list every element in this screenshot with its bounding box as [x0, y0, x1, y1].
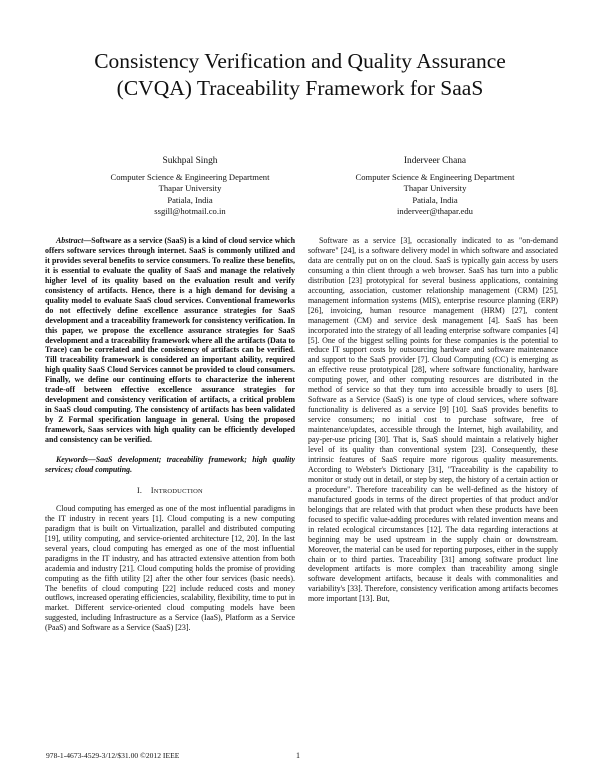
- abstract: [45, 236, 295, 445]
- intro-paragraph: Cloud computing has emerged as one of the most influential paradigms in the IT industry in recent years [1]. Cloud computing is a new computing paradigm that is built on Virtualization, parallel and distributed computing [19], utility computing, and service-oriented architecture [12, 20]. In the last several years, cloud computing has emerged as one of the most influential paradigms in the IT industry, and has attracted extensive attention from both academia and industry [21]. Cloud computing holds the promise of providing computing as the fifth utility [2] after the other four services (basic needs). The benefits of cloud computing [22] include reduced costs and money outflows, increased operating efficiencies, scalability, flexibility, time to put in market. Different service-oriented cloud computing models have been suggested, including Infrastructure as a Service (IaaS), Platform as a Service (PaaS) and Software as a Service (SaaS) [23].: [45, 503, 295, 633]
- section-heading: [45, 486, 295, 497]
- author-email: inderveer@thapar.edu: [397, 206, 473, 217]
- author-dept: Computer Science & Engineering Department: [355, 171, 515, 182]
- title-line-1: Consistency Verification and Quality Assurance: [94, 49, 506, 73]
- keywords: Keywords—SaaS development; traceability framework; high quality services; cloud computing.: [45, 455, 295, 474]
- author-dept: Computer Science & Engineering Department: [110, 171, 270, 182]
- abstract-text: —Software as a service (SaaS) is a kind of cloud service which offers software services through internet. SaaS is commonly utilized and it provides several benefits to service consumers. To realize these benefits, it is essential to evaluate the quality of SaaS and manage the relatively higher level of its quality based on the evaluation result and verify consistency of artifacts. Hence, there is a high demand for devising a quality model to evaluate SaaS cloud services. Conventional frameworks do not effectively define excellence assurance strategies for SaaS development and a traceability framework for consistency verification. In this paper, we propose the excellence assurance strategies for SaaS development and a traceability framework where all the artifacts (Data to Trace) can be correlated and the consistency of artifacts can be verified. Till traceability framework is considered an important ability, required high quality SaaS Cloud Services cannot be provided to cloud consumers. Finally, we define our continuing efforts to characterize the inherent trade-off between effective excellence assurance strategies for development and consistency verification of artifacts, a critical problem in SaaS cloud computing. The consistency of artifacts has been validated by Z Formal specification language in general. Using the proposed framework, Saas services with high quality can be efficiently developed and consistency can be verified.: [45, 236, 295, 445]
- abstract-label: Abstract: [56, 236, 84, 245]
- author-university: Thapar University: [403, 183, 467, 194]
- paper-title: [40, 48, 560, 102]
- section-title-rest: NTRODUCTION: [153, 487, 203, 495]
- section-title-initial: I: [150, 485, 154, 495]
- author-university: Thapar University: [158, 183, 222, 194]
- author-name: Inderveer Chana: [403, 156, 467, 166]
- left-column: [45, 236, 295, 633]
- author-block-2: [315, 156, 555, 218]
- section-number: I.: [137, 485, 143, 495]
- author-name: Sukhpal Singh: [162, 156, 218, 166]
- author-city: Patiala, India: [412, 194, 458, 205]
- copyright-footer: 978-1-4673-4529-3/12/$31.00 ©2012 IEEE: [46, 751, 180, 760]
- title-line-2: (CVQA) Traceability Framework for SaaS: [116, 76, 484, 100]
- author-block-1: [70, 156, 310, 218]
- author-email: ssgill@hotmail.co.in: [154, 206, 226, 217]
- page-number: 1: [296, 751, 300, 760]
- author-city: Patiala, India: [167, 194, 213, 205]
- body-paragraph: Software as a service [3], occasionally indicated to as "on-demand software" [24], is a software delivery model in which software and associated data are centrally put on on the cloud. SaaS is typically gain access by users consuming a thin client through a web browser. SaaS has turn into a public distribution [23] prototypical for several business applications, containing accounting, association, customer relationship management (CRM) [25], management information systems (MIS), enterprise resource planning (ERP) [26], invoicing, human resource management (HRM) [27], content management (CM) and service desk management [4]. SaaS has been incorporated into the strategy of all leading enterprise software companies [4] [5]. One of the biggest selling points for these companies is the potential to reduce IT support costs by outsourcing hardware and software maintenance and support to the SaaS provider [7]. Cloud Computing (CC) is emerging as an effective reuse prototypical [28], where software functionality, hardware computing power, and other computing resources are distributed in the method of service so that they turn into accessible broadly to users [8]. Software as a Service (SaaS) is one type of cloud services, where software functionality is delivered as a service [9] [10]. SaaS provides benefits to service consumers; no initial cost to purchase software, free of maintenance/updates, accessible through the Internet, high availability, and pay-per-use pricing [30]. That is, SaaS should maintain a relatively higher level of its quality than conventional system [23]. Consequently, these intrinsic features of SaaS require more rigorous quality measurements. According to Webster's Dictionary [31], "Traceability is the capability to monitor or study out in detail, or step by step, the history of a certain action or a procedure". Therefore traceability can be well-defined as the history of manufactured goods in terms of the direct properties of that product and/or belongings that are related with that product when these products have been focused to specific value-adding procedures with related invention means and in related ecological circumstances [12]. The data regarding interactions at beginning may be used upstream in the supply chain or downstream. Moreover, the material can be used for reporting purposes, either in the supply chain or to third parties. Traceability [31] among software product line development artifacts is more complex than traceability among single software development artifacts, because it deals with commonalities and variability's [33]. Therefore, consistency verification among artifacts becomes more important [13]. But,: [308, 236, 558, 604]
- right-column: [308, 236, 558, 604]
